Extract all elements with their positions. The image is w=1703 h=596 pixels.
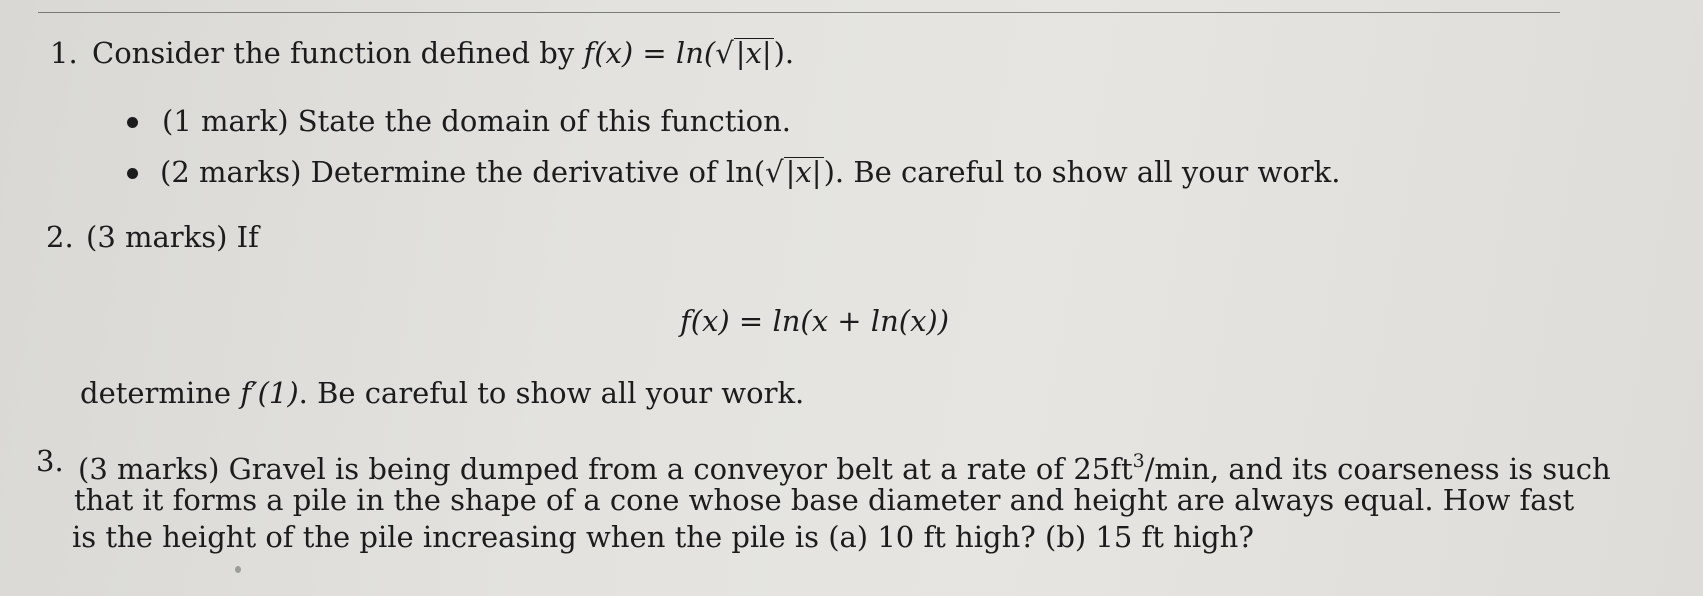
q1-func-lhs: f(x) = ln( — [583, 36, 716, 70]
q3-cubed: 3 — [1132, 450, 1145, 472]
q2-equation: f(x) = ln(x + ln(x)) — [680, 304, 950, 338]
q3-line1-post: /min, and its coarseness is such — [1144, 452, 1611, 486]
q1-bullet1: (1 mark) State the domain of this function. — [162, 104, 792, 138]
q1-sqrt — [715, 36, 773, 70]
pencil-dot — [235, 566, 241, 573]
q1-bullet2-sqrt — [765, 155, 823, 189]
q3-number: 3. — [36, 444, 64, 478]
q3-line1 — [78, 444, 1611, 486]
q1-intro-text: Consider the function defined by — [92, 36, 584, 70]
q2-followup-pre: determine — [80, 376, 241, 410]
q1-bullet2-pre: (2 marks) Determine the derivative of ln( — [160, 155, 766, 189]
q1-intro-line — [92, 36, 794, 70]
q2-followup-post: . Be careful to show all your work. — [298, 376, 805, 410]
q2-followup-line — [80, 376, 804, 410]
q1-bullet2-post: ). Be careful to show all your work. — [823, 155, 1341, 189]
q2-fprime: f′(1) — [240, 376, 299, 410]
bullet-icon — [127, 168, 138, 179]
q3-line3: is the height of the pile increasing when the pile is (a) 10 ft high? (b) 15 ft high? — [72, 520, 1254, 554]
q1-bullet2-radicand: |x| — [785, 155, 822, 189]
q2-intro: (3 marks) If — [86, 220, 259, 254]
q1-radicand: |x| — [735, 36, 772, 70]
bullet-icon — [127, 117, 138, 128]
q1-number: 1. — [50, 36, 78, 70]
sqrt-symbol: √ — [765, 155, 784, 189]
sqrt-symbol: √ — [715, 36, 734, 70]
q1-bullet2-line — [160, 155, 1340, 189]
q3-line2: that it forms a pile in the shape of a cone whose base diameter and height are always equal. How fast — [74, 483, 1575, 517]
q1-func-close: ). — [773, 36, 795, 70]
q3-line1-pre: (3 marks) Gravel is being dumped from a conveyor belt at a rate of 25ft — [78, 452, 1133, 486]
q2-number: 2. — [46, 220, 74, 254]
top-rule — [38, 12, 1560, 13]
